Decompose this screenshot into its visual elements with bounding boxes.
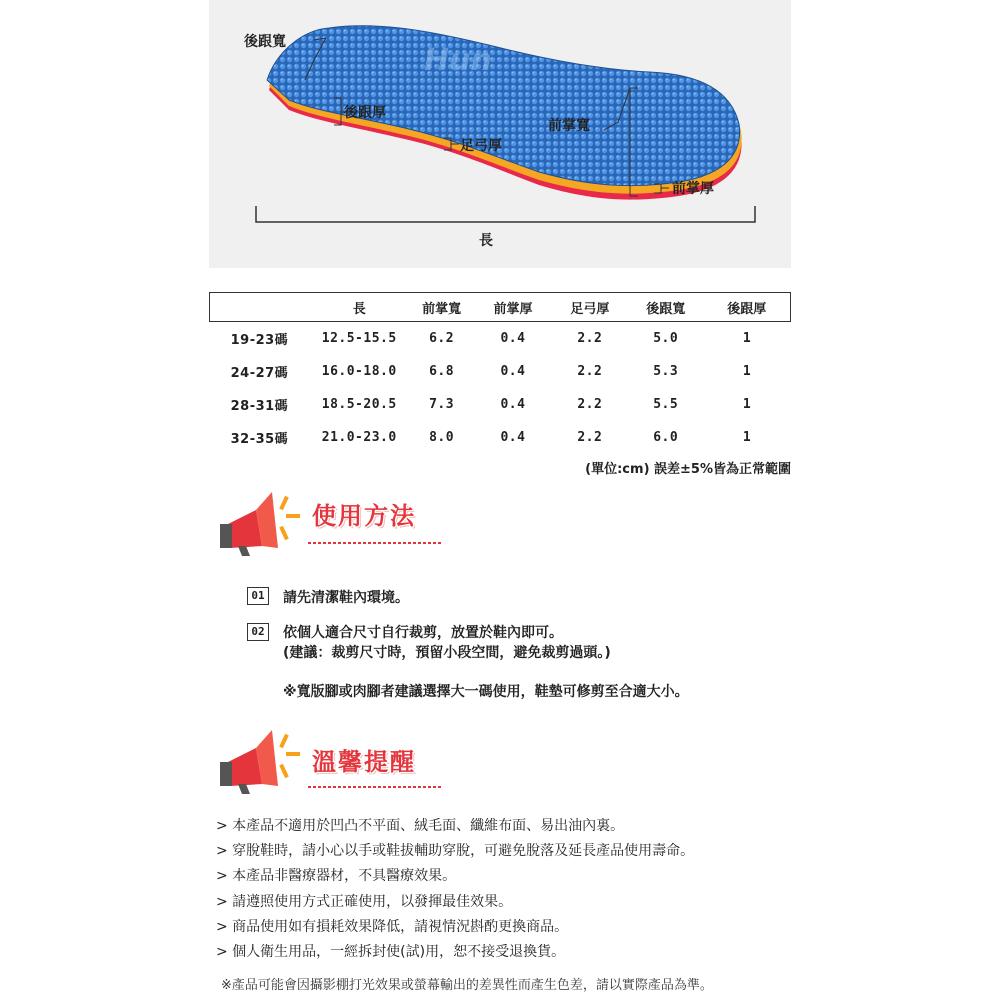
- table-cell: 18.5-20.5: [321, 397, 397, 412]
- forefoot-thickness-label: 前掌厚: [672, 181, 714, 197]
- size-cell: 32-35碼: [230, 432, 289, 447]
- length-label: 長: [479, 233, 493, 249]
- usage-section-header: [216, 488, 446, 568]
- header-cell: 前掌寬: [409, 293, 474, 322]
- table-cell: 1: [742, 430, 752, 445]
- table-row: [210, 388, 791, 421]
- reminder-list: [216, 814, 694, 965]
- table-cell: 5.3: [653, 364, 679, 379]
- header-cell: 後跟厚: [704, 293, 791, 322]
- step-number: 01: [247, 587, 269, 605]
- table-cell: 0.4: [500, 397, 526, 412]
- size-table: [209, 292, 791, 454]
- step-number: 02: [247, 623, 269, 641]
- table-cell: 2.2: [577, 364, 603, 379]
- table-cell: 16.0-18.0: [321, 364, 397, 379]
- heel-thickness-label: 後跟厚: [344, 105, 386, 121]
- list-item: > 請遵照使用方式正確使用，以發揮最佳效果。: [216, 893, 513, 910]
- table-cell: 5.0: [653, 331, 679, 346]
- step-text: 依個人適合尺寸自行裁剪，放置於鞋內即可。: [283, 625, 563, 641]
- list-item: > 商品使用如有損耗效果降低，請視情況斟酌更換商品。: [216, 918, 569, 935]
- heel-width-label: 後跟寬: [244, 34, 286, 50]
- table-cell: 2.2: [577, 331, 603, 346]
- table-cell: 1: [742, 397, 752, 412]
- title-underline: [308, 784, 443, 790]
- table-cell: 1: [742, 364, 752, 379]
- list-item: > 個人衛生用品，一經拆封使(試)用，恕不接受退換貨。: [216, 944, 566, 961]
- table-cell: 0.4: [500, 364, 526, 379]
- size-cell: 19-23碼: [230, 333, 289, 348]
- megaphone-icon: [216, 726, 316, 796]
- table-cell: 21.0-23.0: [321, 430, 397, 445]
- step-text: 請先清潔鞋內環境。: [283, 590, 409, 606]
- step-text: (建議：裁剪尺寸時，預留小段空間，避免裁剪過頭。): [283, 645, 611, 661]
- table-cell: 8.0: [429, 430, 455, 445]
- megaphone-icon: [216, 488, 316, 558]
- list-item: > 本產品非醫療器材，不具醫療效果。: [216, 868, 457, 885]
- table-cell: 1: [742, 331, 752, 346]
- table-row: [210, 322, 791, 356]
- forefoot-width-label: 前掌寬: [548, 118, 590, 134]
- insole-diagram: [209, 0, 791, 268]
- reminder-section-header: [216, 726, 446, 806]
- table-cell: 5.5: [653, 397, 679, 412]
- table-cell: 6.0: [653, 430, 679, 445]
- title-underline: [308, 540, 443, 546]
- svg-text:Hun: Hun: [424, 43, 492, 78]
- arch-thickness-label: 足弓厚: [460, 138, 502, 154]
- header-cell: [210, 293, 310, 322]
- header-cell: 後跟寬: [628, 293, 704, 322]
- size-table-header: [210, 293, 791, 322]
- header-cell: 長: [309, 293, 409, 322]
- header-cell: 足弓厚: [552, 293, 628, 322]
- reminder-title: 溫馨提醒: [312, 748, 416, 776]
- size-cell: 24-27碼: [230, 366, 289, 381]
- size-cell: 28-31碼: [230, 399, 289, 414]
- insole-illustration: [209, 0, 791, 268]
- table-cell: 12.5-15.5: [321, 331, 397, 346]
- list-item: > 本產品不適用於凹凸不平面、絨毛面、纖維布面、易出油內裏。: [216, 818, 625, 834]
- table-row: [210, 421, 791, 454]
- header-cell: 前掌厚: [474, 293, 552, 322]
- list-item: > 穿脫鞋時，請小心以手或鞋拔輔助穿脫，可避免脫落及延長產品使用壽命。: [216, 843, 695, 860]
- footer-note: ※產品可能會因攝影棚打光效果或螢幕輸出的差異性而產生色差，請以實際產品為準。: [221, 978, 713, 993]
- table-row: [210, 355, 791, 388]
- table-cell: 2.2: [577, 430, 603, 445]
- table-cell: 0.4: [500, 331, 526, 346]
- table-cell: 6.2: [429, 331, 455, 346]
- unit-note: (單位:cm) 誤差±5%皆為正常範圍: [585, 462, 791, 477]
- usage-note: ※寬版腳或肉腳者建議選擇大一碼使用，鞋墊可修剪至合適大小。: [283, 684, 689, 700]
- table-cell: 7.3: [429, 397, 455, 412]
- usage-title: 使用方法: [312, 502, 416, 530]
- table-cell: 2.2: [577, 397, 603, 412]
- table-cell: 6.8: [429, 364, 455, 379]
- table-cell: 0.4: [500, 430, 526, 445]
